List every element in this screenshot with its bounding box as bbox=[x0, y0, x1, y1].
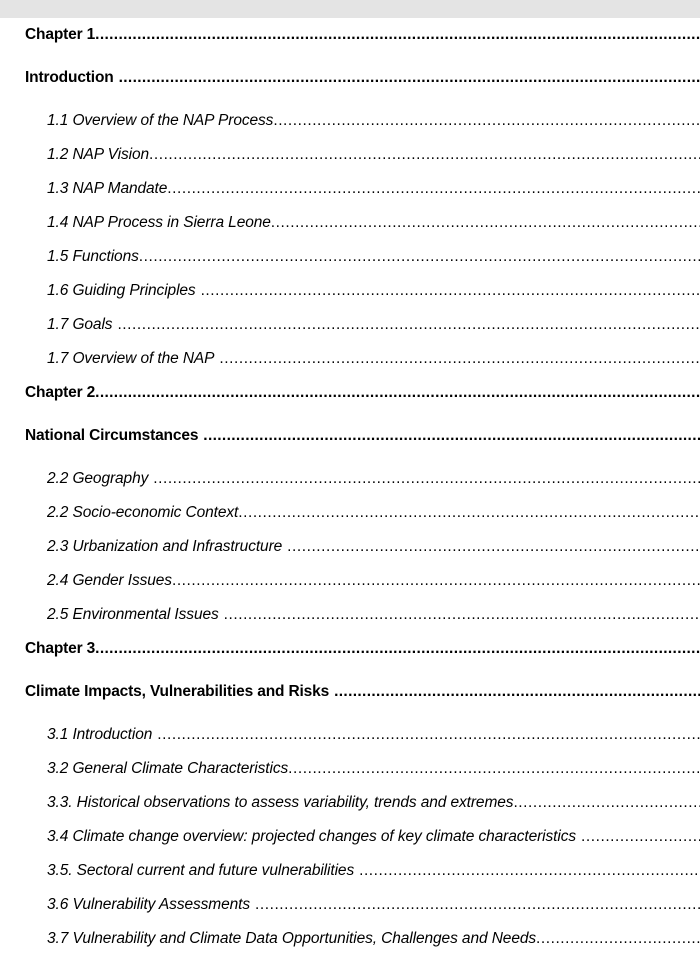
toc-entry-label: Chapter 1 bbox=[25, 26, 96, 43]
toc-entry-row[interactable] bbox=[47, 828, 700, 862]
toc-dot-leader bbox=[271, 215, 700, 231]
toc-entry-row[interactable] bbox=[47, 538, 700, 572]
toc-dot-leader bbox=[139, 249, 700, 265]
toc-entry-label: 3.4 Climate change overview: projected changes of key climate characteristics bbox=[47, 828, 577, 845]
toc-entry-label: 3.3. Historical observations to assess variability, trends and extremes bbox=[47, 794, 514, 811]
toc-dot-leader bbox=[238, 505, 700, 521]
toc-entry-row[interactable] bbox=[47, 726, 700, 760]
toc-entry-label: 2.2 Socio-economic Context bbox=[47, 504, 239, 521]
toc-entry-label: 2.3 Urbanization and Infrastructure bbox=[47, 538, 283, 555]
toc-entry-label: Chapter 3 bbox=[25, 640, 96, 657]
toc-entry-label: 3.5. Sectoral current and future vulnerabilities bbox=[47, 862, 355, 879]
toc-entry-row[interactable] bbox=[47, 214, 700, 248]
toc-entry-label: 1.3 NAP Mandate bbox=[47, 180, 168, 197]
toc-entry-row[interactable] bbox=[47, 146, 700, 180]
toc-dot-leader bbox=[119, 70, 700, 86]
toc-dot-leader bbox=[273, 113, 700, 129]
toc-entry-label: 1.7 Goals bbox=[47, 316, 113, 333]
toc-dot-leader bbox=[255, 897, 700, 913]
toc-entry-row[interactable] bbox=[47, 504, 700, 538]
toc-dot-leader bbox=[224, 607, 700, 623]
toc-dot-leader bbox=[334, 684, 700, 700]
toc-entry-label: 3.2 General Climate Characteristics bbox=[47, 760, 289, 777]
toc-heading-row[interactable] bbox=[25, 69, 700, 112]
toc-entry-label: Chapter 2 bbox=[25, 384, 96, 401]
toc-dot-leader bbox=[95, 641, 700, 657]
toc-dot-leader bbox=[288, 761, 700, 777]
toc-entry-row[interactable] bbox=[47, 930, 700, 964]
toc-entry-label: Introduction bbox=[25, 69, 114, 86]
toc-entry-label: 1.6 Guiding Principles bbox=[47, 282, 196, 299]
toc-dot-leader bbox=[95, 27, 700, 43]
toc-entry-row[interactable] bbox=[47, 794, 700, 828]
toc-entry-label: 1.7 Overview of the NAP bbox=[47, 350, 215, 367]
toc-entry-label: 1.1 Overview of the NAP Process bbox=[47, 112, 274, 129]
page-top-band bbox=[0, 0, 700, 18]
toc-dot-leader bbox=[203, 428, 700, 444]
toc-entry-row[interactable] bbox=[47, 350, 700, 384]
toc-heading-row[interactable] bbox=[25, 26, 700, 69]
toc-entry-row[interactable] bbox=[47, 470, 700, 504]
toc-heading-row[interactable] bbox=[25, 683, 700, 726]
toc-dot-leader bbox=[167, 181, 700, 197]
toc-heading-row[interactable] bbox=[25, 384, 700, 427]
toc-entry-row[interactable] bbox=[47, 112, 700, 146]
toc-entry-row[interactable] bbox=[47, 180, 700, 214]
toc-dot-leader bbox=[157, 727, 700, 743]
toc-heading-row[interactable] bbox=[25, 427, 700, 470]
toc-heading-row[interactable] bbox=[25, 640, 700, 683]
toc-entry-label: National Circumstances bbox=[25, 427, 199, 444]
toc-entry-label: 3.7 Vulnerability and Climate Data Opportunities, Challenges and Needs bbox=[47, 930, 537, 947]
toc-entry-label: 2.2 Geography bbox=[47, 470, 149, 487]
toc-entry-label: 2.5 Environmental Issues bbox=[47, 606, 219, 623]
toc-dot-leader bbox=[201, 283, 700, 299]
table-of-contents bbox=[0, 18, 700, 964]
toc-dot-leader bbox=[536, 931, 700, 947]
toc-entry-row[interactable] bbox=[47, 862, 700, 896]
toc-dot-leader bbox=[287, 539, 700, 555]
toc-dot-leader bbox=[95, 385, 700, 401]
toc-dot-leader bbox=[117, 317, 700, 333]
toc-dot-leader bbox=[149, 147, 700, 163]
toc-entry-row[interactable] bbox=[47, 282, 700, 316]
toc-dot-leader bbox=[153, 471, 700, 487]
toc-dot-leader bbox=[581, 829, 700, 845]
toc-entry-row[interactable] bbox=[47, 316, 700, 350]
toc-entry-row[interactable] bbox=[47, 760, 700, 794]
toc-entry-label: 3.6 Vulnerability Assessments bbox=[47, 896, 251, 913]
toc-entry-row[interactable] bbox=[47, 248, 700, 282]
toc-dot-leader bbox=[513, 795, 700, 811]
toc-entry-label: 1.4 NAP Process in Sierra Leone bbox=[47, 214, 271, 231]
toc-entry-row[interactable] bbox=[47, 606, 700, 640]
toc-entry-label: Climate Impacts, Vulnerabilities and Risks bbox=[25, 683, 330, 700]
toc-dot-leader bbox=[219, 351, 700, 367]
toc-entry-label: 1.5 Functions bbox=[47, 248, 139, 265]
toc-entry-label: 1.2 NAP Vision bbox=[47, 146, 149, 163]
toc-entry-label: 3.1 Introduction bbox=[47, 726, 153, 743]
toc-entry-row[interactable] bbox=[47, 572, 700, 606]
toc-dot-leader bbox=[359, 863, 700, 879]
toc-entry-label: 2.4 Gender Issues bbox=[47, 572, 172, 589]
toc-entry-row[interactable] bbox=[47, 896, 700, 930]
toc-dot-leader bbox=[172, 573, 700, 589]
